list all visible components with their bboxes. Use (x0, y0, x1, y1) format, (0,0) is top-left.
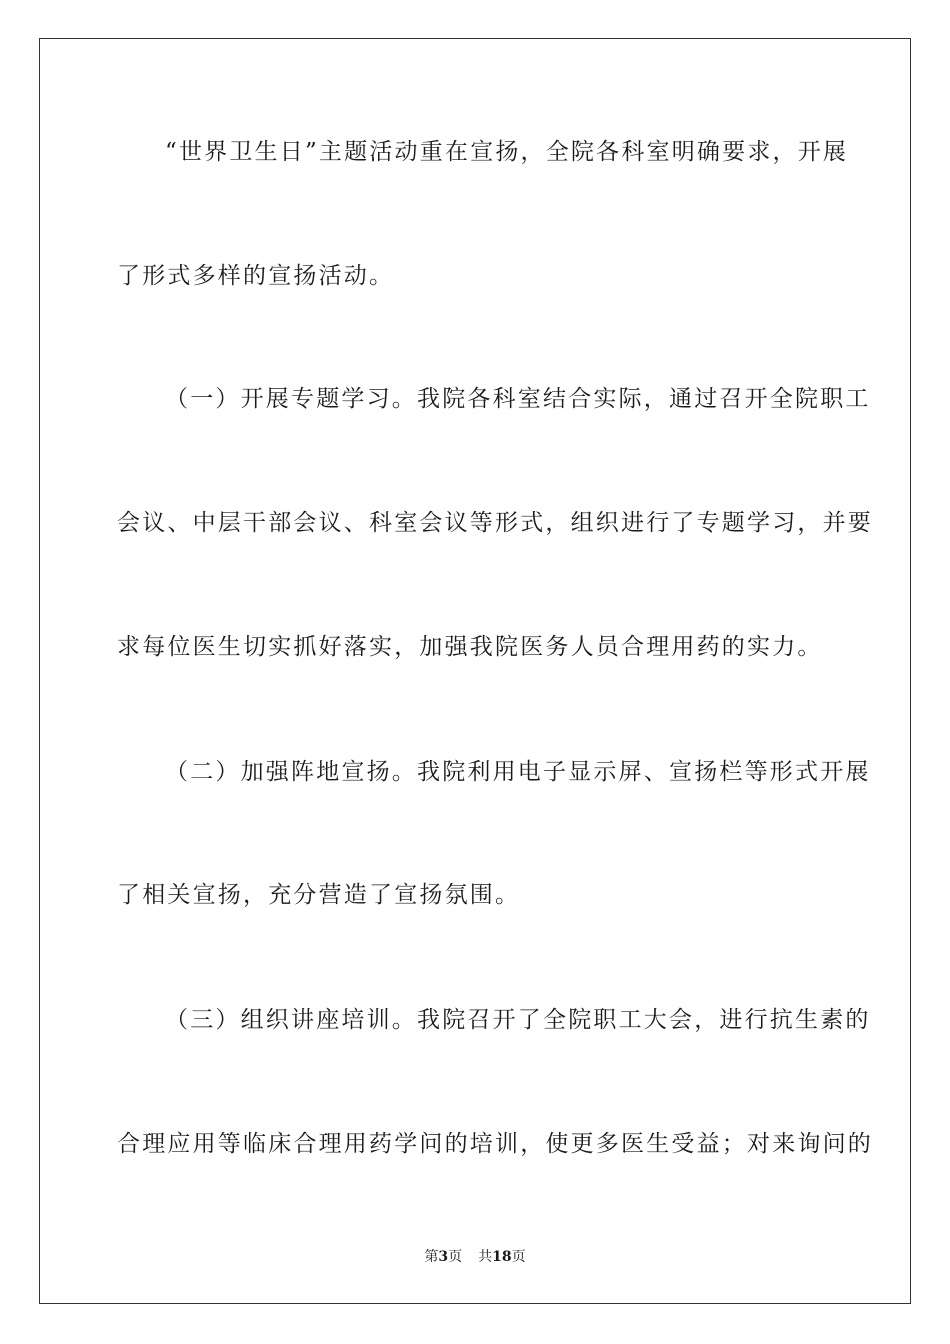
paragraph-line: （二）加强阵地宣扬。我院利用电子显示屏、宣扬栏等形式开展 (165, 759, 871, 785)
paragraph-line: 了相关宣扬，充分营造了宣扬氛围。 (117, 882, 521, 908)
paragraph-line: 会议、中层干部会议、科室会议等形式，组织进行了专题学习，并要 (117, 510, 873, 536)
paragraph-line: “世界卫生日”主题活动重在宣扬，全院各科室明确要求，开展 (165, 139, 849, 165)
paragraph-line: （一）开展专题学习。我院各科室结合实际，通过召开全院职工 (165, 386, 871, 412)
total-label-prefix: 共 (478, 1249, 493, 1265)
page-label-suffix: 页 (448, 1249, 463, 1265)
paragraph-line: 求每位医生切实抓好落实，加强我院医务人员合理用药的实力。 (117, 634, 823, 660)
page-label-prefix: 第 (424, 1249, 439, 1265)
page-border (39, 38, 911, 1304)
paragraph-line: 合理应用等临床合理用药学问的培训，使更多医生受益；对来询问的 (117, 1131, 873, 1157)
total-label-suffix: 页 (511, 1249, 526, 1265)
paragraph-line: 了形式多样的宣扬活动。 (117, 263, 395, 289)
total-pages: 18 (492, 1249, 512, 1265)
page-footer (0, 1248, 950, 1266)
paragraph-line: （三）组织讲座培训。我院召开了全院职工大会，进行抗生素的 (165, 1007, 871, 1033)
page-number: 3 (438, 1249, 449, 1265)
